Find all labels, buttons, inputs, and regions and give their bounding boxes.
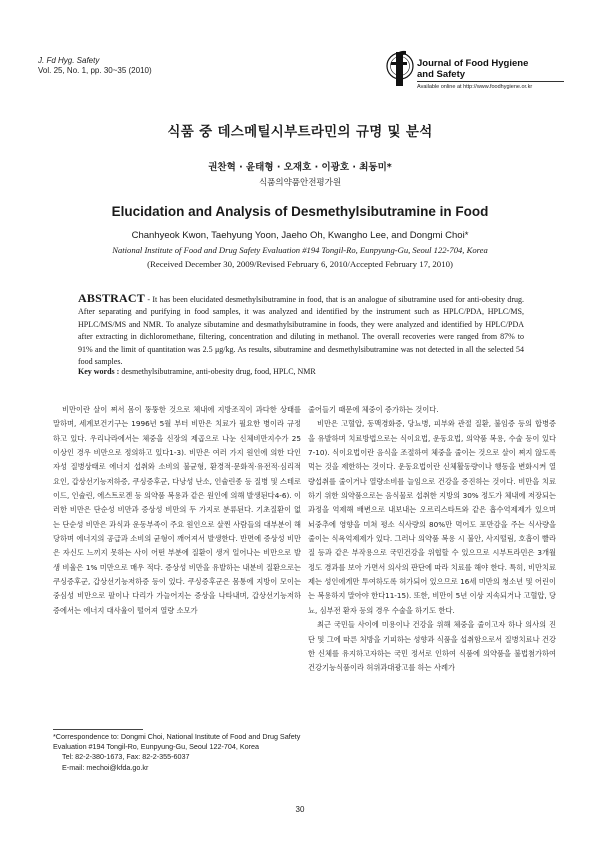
page-number: 30 [295,805,305,814]
journal-rule [417,81,564,82]
body-column-right [308,403,556,676]
received-dates: (Received December 30, 2009/Revised February 6, 2010/Accepted February 17, 2010) [147,259,453,269]
available-online-link[interactable]: Available online at http://www.foodhygiene.or.kr [417,84,533,90]
korean-authors: 권찬혁 · 윤태형 · 오재호 · 이광호 · 최동미* [208,162,392,173]
english-affiliation: National Institute of Food and Drug Safety Evaluation #194 Tongil-Ro, Eunpyung-Gu, Seoul 122-704, Korea [112,245,488,255]
english-authors: Chanhyeok Kwon, Taehyung Yoon, Jaeho Oh, Kwangho Lee, and Dongmi Choi* [131,230,469,241]
abstract-label: ABSTRACT [78,291,145,305]
english-title: Elucidation and Analysis of Desmethylsibutramine in Food [111,204,489,219]
footnote-rule [53,729,143,730]
footnote-address: *Correspondence to: Dongmi Choi, National Institute of Food and Drug Safety Evaluation #194 Tongil-Ro, Eunpyung-Gu, Seoul 122-704, Korea [53,732,301,752]
correspondence-footnote [53,732,301,773]
journal-abbrev: J. Fd Hyg. Safety [38,56,100,65]
abstract [78,292,524,368]
paragraph: 비만은 고혈압, 동맥경화증, 당뇨병, 피부와 관절 질환, 불임증 등의 합병증을 유발하며 치료방법으로는 식이요법, 운동요법, 의약품 복용, 수술 등이 있다7-10). 식이요법이란 음식을 조절하여 체중을 줄이는 것으로 살이 쪄지 않도록 먹는 것을 제한하는 것이다. 운동요법이란 신체활동량이나 행동을 변화시켜 열량섭취를 줄이거나 열량소비를 늘임으로 건강을 증진하는 것이다. 비만을 치료하기 위한 의약품으로는 음식물로 섭취한 지방의 30% 정도가 체내에 저장되는 과정을 억제해 배변으로 내보내는 오르리스타트와 같은 흡수억제제가 있으며 뇌중추에 영향을 미쳐 평소 식사량의 80%만 먹어도 포만감을 주는 식사량을 줄이는 식욕억제제가 있다. 그러나 의약품 복용 시 불안, 사지떨림, 호흡이 빨라질 등과 같은 부작용으로 국민건강을 위협할 수 있으므로 시부트라민은 3개월 정도 경과를 보아 가면서 의사의 판단에 따라 치료를 해야 한다. 특히, 비만치료제는 성인에게만 투여하도록 허가되어 있으므로 16세 미만의 청소년 및 어린이는 복용하지 말아야 한다11-15). 또한, 비만이 5년 이상 지속되거나 고혈압, 당뇨, 심부전 환자 등의 경우 수술을 하기도 한다. [308,419,556,615]
korean-title: 식품 중 데스메틸시부트라민의 규명 및 분석 [167,124,433,140]
footnote-email[interactable]: E-mail: mechoi@kfda.go.kr [62,762,149,772]
paragraph: 최근 국민들 사이에 미용이나 건강을 위해 체중을 줄이고자 하나 의사의 진단 및 그에 따른 처방을 기피하는 성향과 식품을 섭취함으로서 질병치료나 건강한 신체를 유지하고자하는 국민 정서로 인하여 식품에 의약품을 불법첨가하여 건강기능식품이라 허위과대광고를 하는 사례가 [308,620,556,673]
volume-line: Vol. 25, No. 1, pp. 30~35 (2010) [38,66,152,75]
footnote-phone: Tel: 82-2-380-1673, Fax: 82-2-355-6037 [62,752,190,762]
journal-logo-icon [384,46,416,90]
keywords-label: Key words : [78,367,120,376]
keywords-text: desmethylsibutramine, anti-obesity drug, food, HPLC, NMR [119,367,316,376]
keywords [78,367,524,376]
journal-name: Journal of Food Hygiene and Safety [417,58,529,80]
journal-citation [38,56,152,76]
abstract-text: - It has been elucidated desmethylsibutramine in food, that is an analogue of sibutramine used for anti-obesity drug. After separating and purifying in food samples, it was analyzed and identified by the instrument such as HPLC/PDA, HPLC/MS, HPLC/MS/MS and NMR. To analyze sibutamine and desmathylsibutramine in foods, they were analyzed and identified by HPLC/PDA after extracting in dichloromethane, filtering, concentration and diluting in methanol. The overall recoveries were ranged from 87% to 91% and the limit of quantitation was 2.5 μg/kg. As results, sibutramine and desmethylsibutramine was not detected in all the selected 54 food samples. [78,295,524,367]
korean-affiliation: 식품의약품안전평가원 [258,178,342,188]
paragraph: 줄어들기 때문에 체중이 증가하는 것이다. [308,405,439,414]
body-column-left [53,403,301,618]
paragraph: 비만이란 살이 쪄서 몸이 뚱뚱한 것으로 체내에 지방조직이 과다한 상태를 말하며, 세계보건기구는 1996년 5월 부터 비만은 치료가 필요한 병이라 규정하고 있다. 우리나라에서는 체중을 신장의 제곱으로 나눈 신체비만지수가 25 이상인 경우 비만으로 정의하고 있다1-3). 비만은 여러 가지 원인에 의한 다인자성 질병상태로 에너지 섭취와 소비의 불균형, 환경적·문화적·유전적·심리적 요인, 갑상선기능저하증, 쿠싱증후군, 다낭성 난소, 인슐린종 등 질병 및 스테로이드, 인슐린, 에스트로겐 등 의약품 복용과 같은 원인에 의해 발생된다4-6). 이러한 비만은 단순성 비만과 증상성 비만의 두 가지로 분류된다. 기초질환이 없는 단순성 비만은 과식과 운동부족이 주요 원인으로 살찐 사람들의 대부분이 해당하며 에너지의 공급과 소비의 균형이 깨어져서 발생한다. 반면에 증상성 비만은 자신도 느끼지 못하는 사이 어떤 부분에 질환이 생겨 일어나는 비만으로 발생 비율은 1% 미만으로 매우 적다. 증상성 비만을 유발하는 내분비 질환으로는 쿠싱증후군, 갑상선기능저하증 등이 있다. 쿠싱증후군은 몸통에 지방이 모이는 중심성 비만으로 팔이나 다리가 가늘어지는 증상을 나타내며, 갑상선기능저하증에서는 에너지 대사율이 떨어져 열량 소모가 [53,405,301,615]
